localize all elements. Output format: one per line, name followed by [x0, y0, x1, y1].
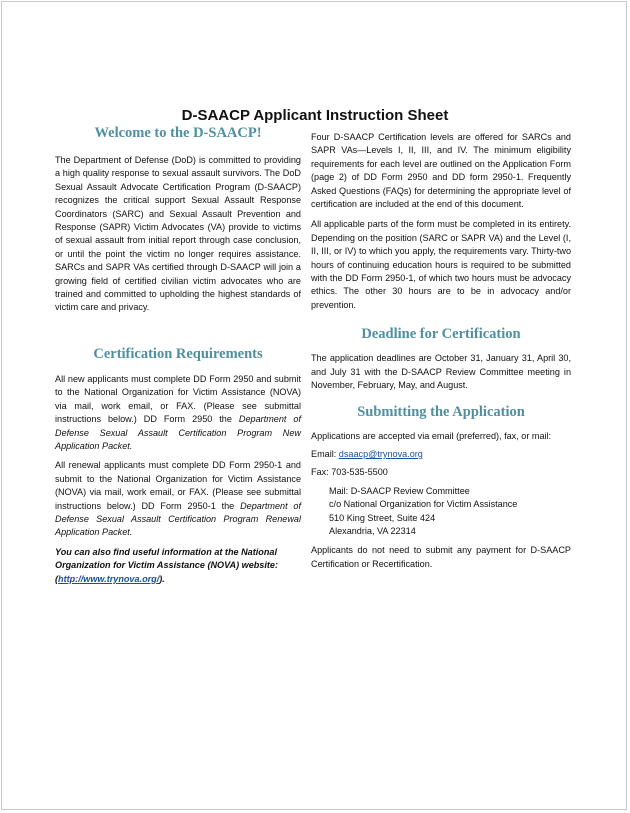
form-completion-paragraph: All applicable parts of the form must be completed in its entirety. Depending on the position (SARC or SAPR VA) and the Level (I, II, III, or IV) to which you apply, the requirements vary. Thirty-two hours of continuing education hours is required to be submitted with the DD Form 2950-1, of which two hours must be advocacy ethics. The other 30 hours are to be in advocacy and/or prevention. — [311, 219, 571, 310]
email-line — [311, 448, 571, 461]
left-column — [55, 125, 301, 586]
new-applicants-paragraph — [55, 373, 301, 453]
submitting-heading: Submitting the Application — [357, 403, 525, 420]
fax-line: Fax: 703-535-5500 — [311, 467, 388, 478]
requirements-heading: Certification Requirements — [93, 345, 263, 362]
mail-line: Alexandria, VA 22314 — [329, 525, 416, 536]
renewal-applicants-paragraph — [55, 459, 301, 539]
submitting-intro: Applications are accepted via email (preferred), fax, or mail: — [311, 430, 552, 441]
new-applicants-text: All new applicants must complete DD Form 2950 and submit to the National Organization for Victim Assistance (NOVA) via mail, work email, or FAX. (Please see submittal instructions below.) DD Form 2950 the — [55, 373, 301, 425]
nova-website-link[interactable]: http://www.trynova.org/ — [58, 573, 160, 584]
nova-close-paren: ). — [159, 573, 165, 584]
mail-line: 510 King Street, Suite 424 — [329, 512, 436, 523]
nova-open-paren: ( — [55, 573, 59, 584]
nova-note-text: You can also find useful information at the National Organization for Victim Assistance (NOVA) website: — [55, 546, 279, 571]
renewal-applicants-text: All renewal applicants must complete DD Form 2950-1 and submit to the National Organization for Victim Assistance (NOVA) via mail, work email, or FAX. (Please see submittal instructions below.) DD Form 2950-1 the — [55, 460, 301, 511]
right-column — [311, 125, 571, 571]
email-label: Email: — [311, 448, 337, 459]
renewal-packet-title: Department of Defense Sexual Assault Certification Program Renewal Application Packet. — [55, 500, 301, 538]
deadline-heading: Deadline for Certification — [361, 326, 521, 343]
payment-note: Applicants do not need to submit any payment for D-SAACP Certification or Recertification. — [311, 545, 571, 569]
email-link[interactable]: dsaacp@trynova.org — [338, 448, 423, 459]
new-packet-title: Department of Defense Sexual Assault Certification Program New Application Packet. — [55, 414, 301, 451]
mail-address-block — [311, 485, 571, 539]
deadline-paragraph: The application deadlines are October 31, January 31, April 30, and July 31 with the D-SAACP Review Committee meeting in November, February, May, and August. — [311, 353, 571, 391]
levels-paragraph: Four D-SAACP Certification levels are offered for SARCs and SAPR VAs—Levels I, II, III, and IV. The minimum eligibility requirements for each level are outlined on the Application Form (page 2) of DD Form 2950 and DD form 2950-1. Frequently Asked Questions (FAQs) for determining the appropriate level of certification are included at the end of this document. — [311, 132, 571, 210]
welcome-heading: Welcome to the D-SAACP! — [94, 125, 262, 141]
welcome-paragraph: The Department of Defense (DoD) is committed to providing a high quality response to sexual assault survivors. The DoD Sexual Assault Advocate Certification Program (D-SAACP) recognizes the critical support Sexual Assault Response Coordinators (SARC) and Sexual Assault Prevention and Response (SAPR) Victim Advocates (VA) provide to victims of sexual assault from initial report through case conclusion, or until the point the victim no longer requires assistance. SARCs and SAPR VAs certified through D-SAACP will join a growing field of certified civilian victim advocates who are trained and committed to upholding the highest standards of victim care and privacy. — [55, 155, 301, 313]
mail-line: c/o National Organization for Victim Assistance — [329, 499, 518, 510]
document-title: D-SAACP Applicant Instruction Sheet — [181, 107, 449, 124]
nova-note — [55, 546, 301, 586]
mail-line: Mail: D-SAACP Review Committee — [329, 485, 470, 496]
